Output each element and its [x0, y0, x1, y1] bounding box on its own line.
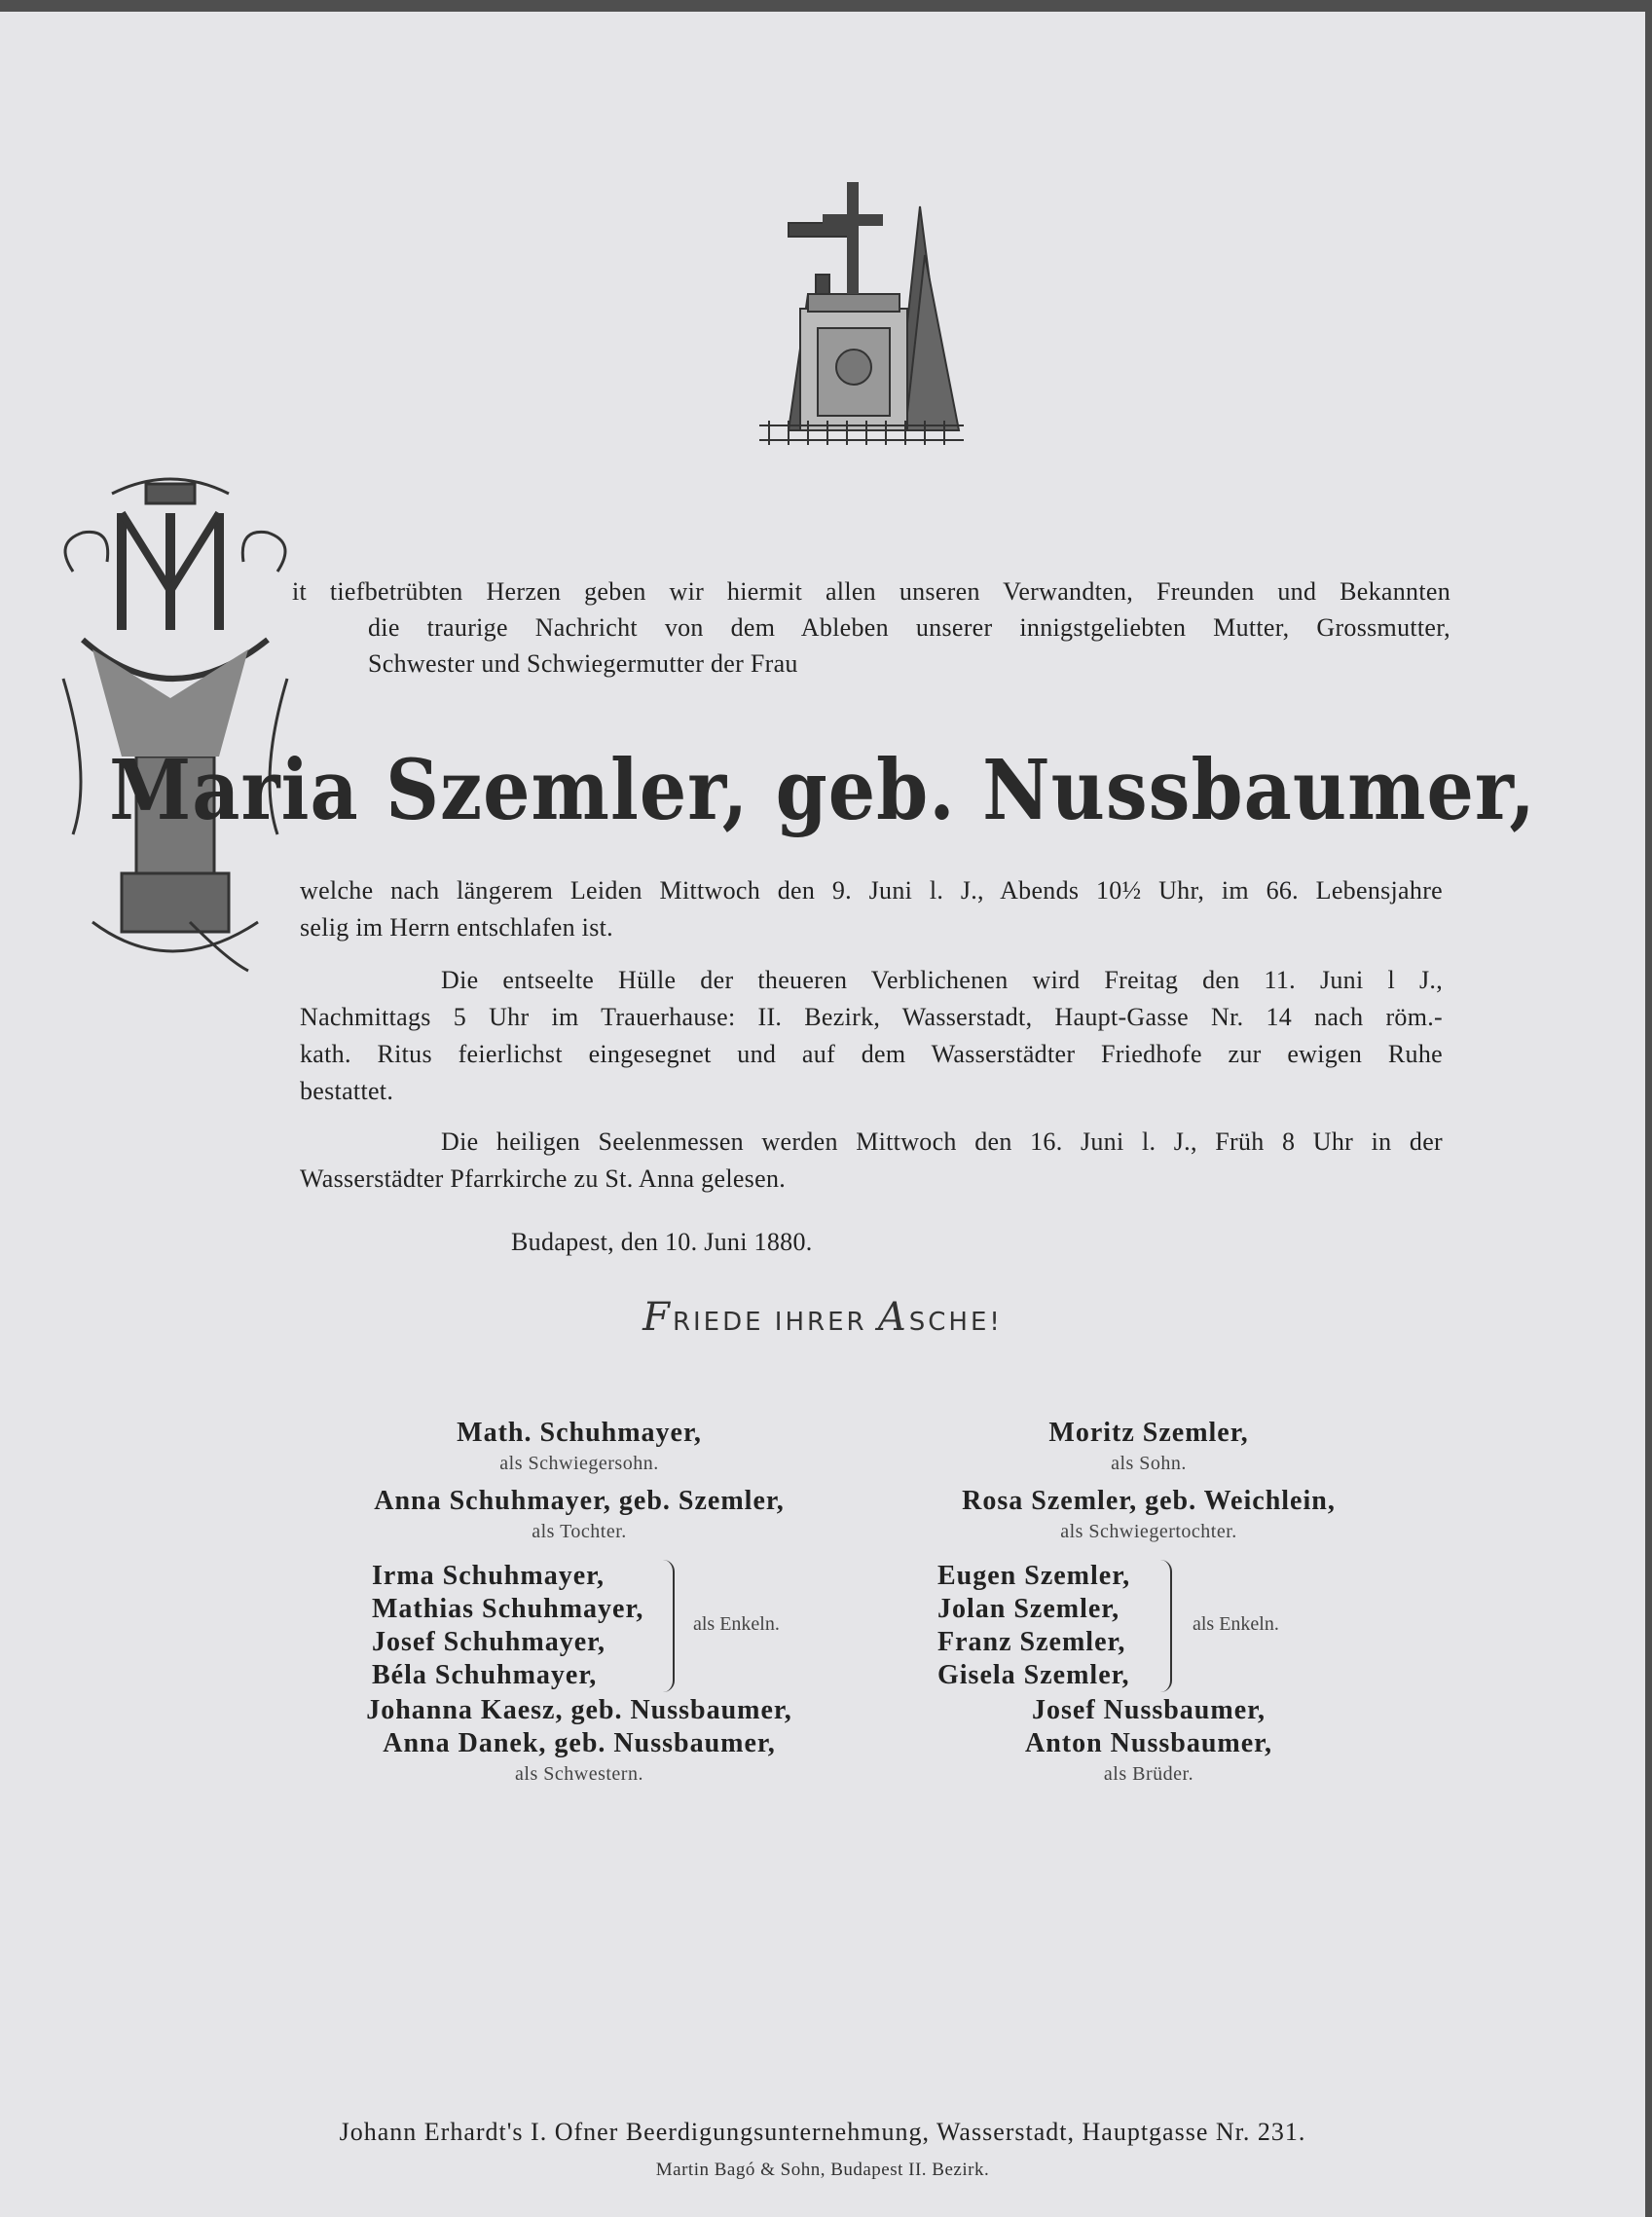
mourner-relation: als Schwestern. [515, 1763, 643, 1785]
brace-left [659, 1560, 675, 1692]
place-date: Budapest, den 10. Juni 1880. [511, 1228, 813, 1256]
footer-printer: Martin Bagó & Sohn, Budapest II. Bezirk. [655, 2160, 990, 2180]
intro-line-2: die traurige Nachricht von dem Ableben unserer innigstgeliebten Mutter, Grossmutter, [368, 613, 1450, 642]
intro-line-1: it tiefbetrübten Herzen geben wir hiermit allen unseren Verwandten, Freunden und Bekannten [292, 577, 1450, 606]
mourner-relation: als Schwiegersohn. [499, 1453, 659, 1474]
grandchildren-left [372, 1560, 820, 1696]
friede-word-2: SCHE! [908, 1308, 1003, 1337]
friede-ihrer-asche [0, 1295, 1645, 1340]
para2-line-4: bestattet. [300, 1077, 394, 1105]
grandchildren-relation: als Enkeln. [693, 1613, 780, 1635]
friede-word-1: RIEDE IHRER [672, 1308, 878, 1337]
mourner-name: Johanna Kaesz, geb. Nussbaumer, [366, 1695, 792, 1725]
grandchild-name: Irma Schuhmayer, [372, 1561, 605, 1591]
obituary-sheet [0, 12, 1645, 2217]
mourner-relation: als Sohn. [1111, 1453, 1187, 1474]
grave-monument-illustration [750, 177, 973, 450]
grandchild-name: Gisela Szemler, [937, 1660, 1130, 1690]
grandchild-name: Mathias Schuhmayer, [372, 1594, 644, 1624]
friede-initial-f: F [642, 1295, 673, 1340]
mourners-left-siblings [307, 1694, 852, 1788]
para2-line-3: kath. Ritus feierlichst eingesegnet und auf dem Wasserstädter Friedhofe zur ewigen Ruhe [300, 1040, 1443, 1068]
mourner-name: Moritz Szemler, [1048, 1418, 1249, 1448]
mourners-right-column [876, 1417, 1421, 1545]
mourner-name: Rosa Szemler, geb. Weichlein, [962, 1486, 1336, 1516]
mourners-right-siblings [876, 1694, 1421, 1788]
para3-line-1: Die heiligen Seelenmessen werden Mittwoch den 16. Juni l. J., Früh 8 Uhr in der [441, 1127, 1443, 1156]
mourner-relation: als Schwiegertochter. [1060, 1521, 1237, 1542]
para3-line-2: Wasserstädter Pfarrkirche zu St. Anna gelesen. [300, 1164, 787, 1193]
footer-undertaker: Johann Erhardt's I. Ofner Beerdigungsunternehmung, Wasserstadt, Hauptgasse Nr. 231. [339, 2118, 1306, 2146]
grandchild-name: Franz Szemler, [937, 1627, 1126, 1657]
mourner-name: Anna Danek, geb. Nussbaumer, [383, 1728, 776, 1758]
grandchildren-relation: als Enkeln. [1193, 1613, 1279, 1635]
mourner-relation: als Brüder. [1103, 1763, 1194, 1785]
brace-right [1156, 1560, 1172, 1692]
para1-line-2: selig im Herrn entschlafen ist. [300, 913, 613, 942]
mourner-name: Math. Schuhmayer, [457, 1418, 702, 1448]
ornamental-initial-m-illustration [54, 464, 297, 980]
grandchild-name: Jolan Szemler, [937, 1594, 1120, 1624]
grandchild-name: Béla Schuhmayer, [372, 1660, 598, 1690]
grandchild-name: Josef Schuhmayer, [372, 1627, 606, 1657]
grandchild-name: Eugen Szemler, [937, 1561, 1131, 1591]
mourner-relation: als Tochter. [532, 1521, 627, 1542]
para2-line-2: Nachmittags 5 Uhr im Trauerhause: II. Bezirk, Wasserstadt, Haupt-Gasse Nr. 14 nach röm.- [300, 1003, 1443, 1031]
para1-line-1: welche nach längerem Leiden Mittwoch den 9. Juni l. J., Abends 10½ Uhr, im 66. Lebensjahre [300, 876, 1443, 905]
mourner-name: Anton Nussbaumer, [1024, 1728, 1273, 1758]
mourners-left-column [307, 1417, 852, 1545]
mourner-name: Josef Nussbaumer, [1032, 1695, 1266, 1725]
deceased-name: Maria Szemler, geb. Nussbaumer, [109, 741, 1536, 839]
friede-initial-a: A [877, 1295, 909, 1340]
mourner-name: Anna Schuhmayer, geb. Szemler, [374, 1486, 785, 1516]
grandchildren-right [937, 1560, 1346, 1696]
intro-line-3: Schwester und Schwiegermutter der Frau [368, 649, 798, 678]
para2-line-1: Die entseelte Hülle der theueren Verblichenen wird Freitag den 11. Juni l J., [441, 966, 1443, 994]
